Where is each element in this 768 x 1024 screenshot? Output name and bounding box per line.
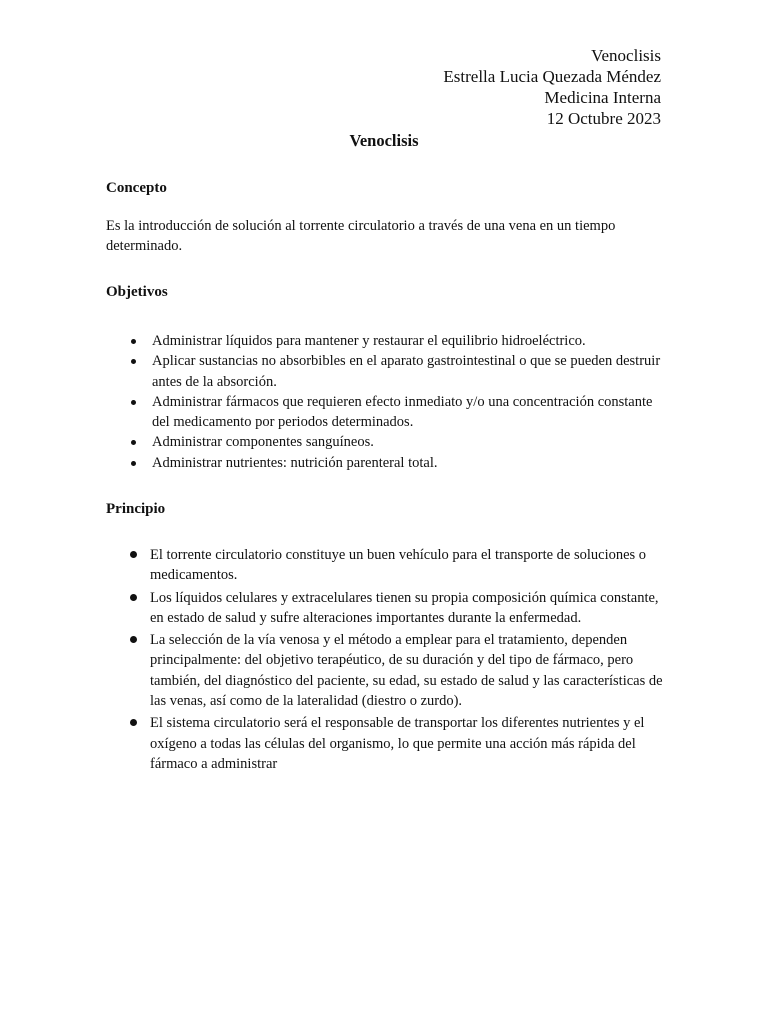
document-title: Venoclisis <box>349 131 419 150</box>
section-heading-principio: Principio <box>106 501 166 517</box>
principio-list <box>106 545 666 776</box>
list-item: La selección de la vía venosa y el método a emplear para el tratamiento, dependen principalmente: del objetivo terapéutico, de su duración y del tipo de fármaco, pero también, del diagnóstico del paciente, su edad, su estado de salud y las características de las venas, así como de la lateralidad (diestro o zurdo). <box>106 630 666 711</box>
header-line-date: 12 Octubre 2023 <box>546 109 661 128</box>
document-header <box>443 45 661 129</box>
concepto-paragraph: Es la introducción de solución al torrente circulatorio a través de una vena en un tiempo determinado. <box>106 218 616 254</box>
list-item: Aplicar sustancias no absorbibles en el aparato gastrointestinal o que se pueden destruir antes de la absorción. <box>106 351 666 392</box>
list-item: Administrar componentes sanguíneos. <box>106 432 666 452</box>
list-item: Los líquidos celulares y extracelulares tienen su propia composición química constante, en estado de salud y sufre alteraciones importantes durante la enfermedad. <box>106 588 666 629</box>
list-item: Administrar líquidos para mantener y restaurar el equilibrio hidroeléctrico. <box>106 331 666 351</box>
list-item: Administrar fármacos que requieren efecto inmediato y/o una concentración constante del medicamento por periodos determinados. <box>106 392 666 433</box>
list-item: Administrar nutrientes: nutrición parenteral total. <box>106 453 666 473</box>
section-heading-objetivos: Objetivos <box>106 284 168 300</box>
section-heading-concepto: Concepto <box>106 180 167 196</box>
list-item: El sistema circulatorio será el responsable de transportar los diferentes nutrientes y el oxígeno a todas las células del organismo, lo que permite una acción más rápida del fármaco a administrar <box>106 713 666 774</box>
objetivos-list <box>106 331 666 473</box>
header-line-department: Medicina Interna <box>544 88 661 107</box>
list-item: El torrente circulatorio constituye un buen vehículo para el transporte de soluciones o medicamentos. <box>106 545 666 586</box>
header-line-topic: Venoclisis <box>591 46 661 65</box>
header-line-author: Estrella Lucia Quezada Méndez <box>443 67 661 86</box>
